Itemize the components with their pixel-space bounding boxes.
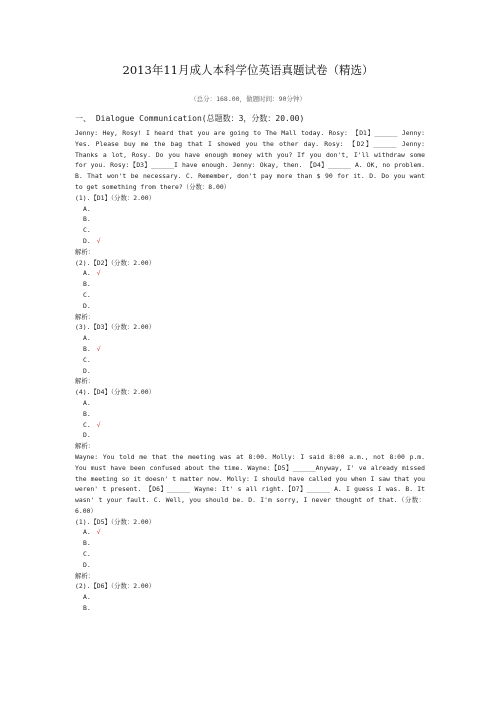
option-label: B. (83, 604, 91, 613)
answer-option (75, 592, 425, 603)
question-group-2 (75, 517, 425, 614)
answer-option (75, 236, 425, 247)
answer-option (75, 344, 425, 355)
question-header: (3).【D3】（分数：2.00） (75, 323, 156, 332)
section-heading: 一、 Dialogue Communication(总题数：3，分数：20.00) (75, 114, 305, 123)
question-group-1 (75, 193, 425, 452)
question-header: (2).【D2】（分数：2.00） (75, 258, 156, 267)
option-label: A. (83, 528, 91, 537)
option-label: D. (83, 301, 91, 310)
option-label: A. (83, 204, 91, 213)
correct-check-icon: √ (96, 236, 101, 245)
answer-option (75, 420, 425, 431)
option-label: D. (83, 236, 91, 245)
page-title: 2013年11月成人本科学位英语真题试卷（精选） (122, 63, 374, 77)
answer-analysis-label: 解析： (75, 312, 95, 321)
dialogue-passage-1: Jenny: Hey, Rosy! I heard that you are going to The Mall today. Rosy: 【D1】______ Jenny: Yes. Please buy me the bag that I showed you the other day. Rosy: 【D2】______ Jenny: Thanks a lot, Rosy. Do you have enough money with you? If you don't, I'll withdraw some for you. Rosy:【D3】______I have enough. Jenny: Okay, then. 【D4】______ A. OK, no problem. B. That won't be necessary. C. Remember, don't pay more than $ 90 for it. D. Do you want to get something from there?（分数：8.00） (75, 129, 425, 191)
correct-check-icon: √ (96, 344, 101, 353)
option-label: B. (83, 539, 91, 548)
answer-option (75, 204, 425, 215)
answer-option (75, 225, 425, 236)
option-label: C. (83, 290, 91, 299)
correct-check-icon: √ (96, 269, 101, 278)
answer-option (75, 527, 425, 538)
option-label: D. (83, 431, 91, 440)
answer-option (75, 355, 425, 366)
answer-option (75, 398, 425, 409)
answer-analysis-label: 解析： (75, 247, 95, 256)
answer-option (75, 279, 425, 290)
answer-option (75, 290, 425, 301)
content (75, 128, 425, 614)
option-label: A. (83, 269, 91, 278)
answer-option (75, 538, 425, 549)
answer-option (75, 560, 425, 571)
option-label: A. (83, 593, 91, 602)
option-label: C. (83, 550, 91, 559)
answer-option (75, 214, 425, 225)
answer-option (75, 430, 425, 441)
question-header: (4).【D4】（分数：2.00） (75, 388, 156, 397)
correct-check-icon: √ (96, 420, 101, 429)
answer-option (75, 366, 425, 377)
question-header: (1).【D5】（分数：2.00） (75, 517, 156, 526)
option-label: C. (83, 226, 91, 235)
answer-option (75, 603, 425, 614)
option-label: A. (83, 398, 91, 407)
answer-option (75, 409, 425, 420)
option-label: A. (83, 334, 91, 343)
answer-analysis-label: 解析： (75, 377, 95, 386)
option-label: B. (83, 409, 91, 418)
question-header: (2).【D6】（分数：2.00） (75, 582, 156, 591)
option-label: B. (83, 215, 91, 224)
option-label: C. (83, 420, 91, 429)
question-header: (1).【D1】（分数：2.00） (75, 193, 156, 202)
dialogue-passage-2: Wayne: You told me that the meeting was at 8:00. Molly: I said 8:00 a.m., not 8:00 p.m. You must have been confused about the time. Wayne:【D5】______Anyway, I' ve already missed the meeting so it doesn' t matter now. Molly: I should have called you when I saw that you weren' t present. 【D6】______ Wayne: It' s all right.【D7】______ A. I guess I was. B. It wasn' t your fault. C. Well, you should be. D. I'm sorry, I never thought of that.（分数：6.00） (75, 452, 425, 515)
option-label: D. (83, 560, 91, 569)
option-label: B. (83, 344, 91, 353)
option-label: C. (83, 355, 91, 364)
option-label: D. (83, 366, 91, 375)
answer-option (75, 333, 425, 344)
answer-analysis-label: 解析： (75, 571, 95, 580)
answer-option (75, 549, 425, 560)
correct-check-icon: √ (96, 528, 101, 537)
exam-info: （总分：168.00，做题时间：90分钟） (190, 95, 306, 103)
answer-option (75, 301, 425, 312)
answer-analysis-label: 解析： (75, 442, 95, 451)
option-label: B. (83, 280, 91, 289)
answer-option (75, 268, 425, 279)
